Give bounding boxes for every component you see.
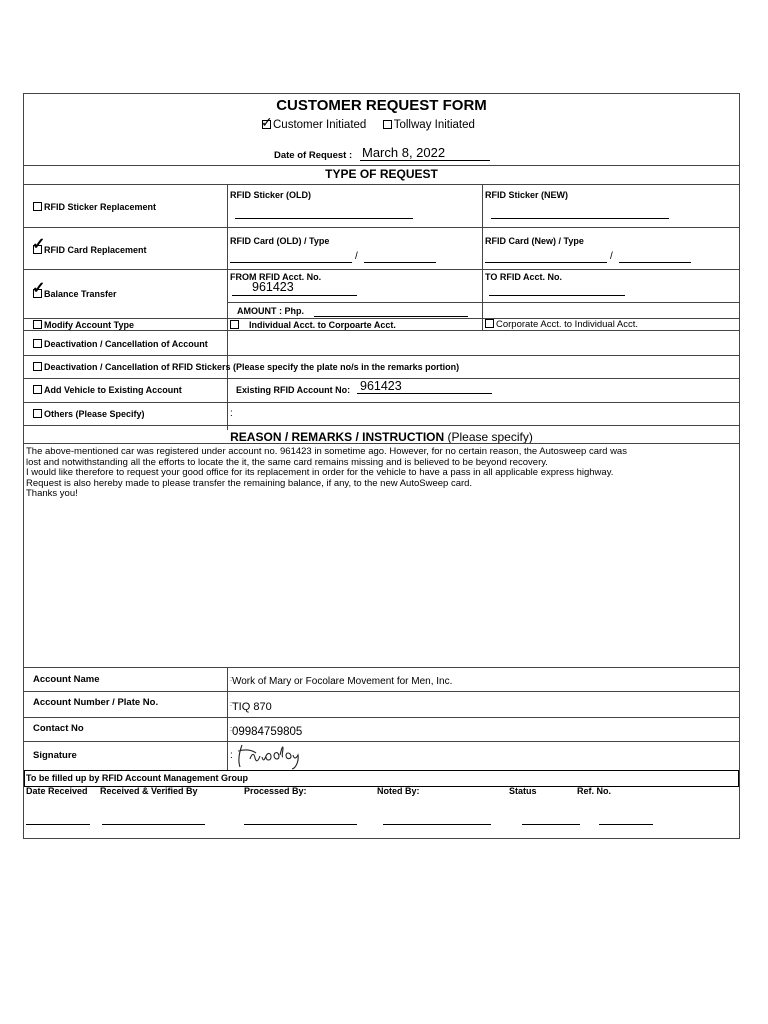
remarks-line: I would like therefore to request your good office for its replacement in order for the vehicle to have a pass in all applicable express highway. bbox=[26, 467, 614, 478]
others-value[interactable]: : bbox=[230, 408, 233, 419]
remarks-text[interactable] bbox=[26, 447, 738, 500]
card-old-number-field[interactable] bbox=[230, 262, 352, 263]
signature-colon: : bbox=[230, 750, 233, 761]
date-received-field[interactable] bbox=[26, 824, 90, 825]
existing-account-label: Existing RFID Account No: bbox=[236, 385, 351, 395]
corporate-to-individual-checkbox[interactable] bbox=[485, 319, 494, 328]
processed-by-field[interactable] bbox=[244, 824, 357, 825]
remarks-line: Request is also hereby made to please transfer the remaining balance, if any, to the new AutoSweep card. bbox=[26, 477, 473, 489]
ref-no-field[interactable] bbox=[599, 824, 653, 825]
colon: : bbox=[230, 676, 232, 683]
processed-by-label: Processed By: bbox=[244, 786, 307, 796]
sticker-old-field[interactable] bbox=[235, 218, 413, 219]
contact-label: Contact No bbox=[33, 723, 84, 734]
card-new-separator: / bbox=[610, 251, 613, 262]
to-acct-field[interactable] bbox=[489, 295, 625, 296]
card-replacement-label: RFID Card Replacement bbox=[44, 245, 147, 255]
check-icon: ✓ bbox=[261, 114, 273, 130]
deactivation-account-checkbox[interactable] bbox=[33, 339, 42, 348]
card-replacement-checkbox[interactable] bbox=[32, 236, 46, 254]
account-name-label: Account Name bbox=[33, 674, 100, 685]
ref-no-label: Ref. No. bbox=[577, 786, 612, 796]
date-value[interactable]: March 8, 2022 bbox=[362, 145, 446, 160]
card-replacement[interactable] bbox=[32, 236, 147, 255]
to-acct-label: TO RFID Acct. No. bbox=[485, 272, 563, 282]
modify-account-type[interactable] bbox=[33, 320, 134, 330]
account-name-text: Work of Mary or Focolare Movement for Men, Inc. bbox=[231, 676, 453, 687]
signature-label: Signature bbox=[33, 750, 77, 761]
account-number-value[interactable] bbox=[230, 701, 272, 713]
deactivation-account-label: Deactivation / Cancellation of Account bbox=[44, 339, 208, 349]
remarks-line: lost and notwithstanding all the efforts to locate the it, the same card remains missing and is believed to be beyond recovery. bbox=[26, 456, 548, 468]
card-old-type-field[interactable] bbox=[364, 262, 436, 263]
signature-image bbox=[236, 741, 326, 771]
check-icon: ✓ bbox=[32, 280, 46, 297]
card-new-type-field[interactable] bbox=[619, 262, 691, 263]
existing-account-value[interactable]: 961423 bbox=[360, 379, 402, 393]
sticker-new-label: RFID Sticker (NEW) bbox=[485, 190, 569, 200]
type-section-heading: TYPE OF REQUEST bbox=[325, 167, 438, 181]
received-verified-field[interactable] bbox=[102, 824, 205, 825]
others[interactable] bbox=[33, 409, 145, 419]
remarks-heading-suffix: (Please specify) bbox=[444, 430, 533, 444]
sticker-old-label: RFID Sticker (OLD) bbox=[230, 190, 312, 200]
amount-field[interactable] bbox=[314, 316, 468, 317]
card-new-label: RFID Card (New) / Type bbox=[485, 236, 584, 246]
add-vehicle-label: Add Vehicle to Existing Account bbox=[44, 385, 182, 395]
noted-by-label: Noted By: bbox=[377, 786, 420, 796]
sticker-replacement-label: RFID Sticker Replacement bbox=[44, 202, 157, 212]
received-verified-label: Received & Verified By bbox=[100, 786, 198, 796]
from-acct-value[interactable]: 961423 bbox=[252, 280, 294, 294]
tollway-initiated-label: Tollway Initiated bbox=[393, 119, 475, 131]
customer-request-form bbox=[23, 93, 740, 839]
from-acct-underline bbox=[232, 295, 357, 296]
status-label: Status bbox=[509, 786, 537, 796]
colon: : bbox=[230, 726, 232, 733]
account-name-value[interactable] bbox=[230, 676, 452, 687]
deactivation-stickers[interactable] bbox=[33, 362, 459, 372]
date-underline bbox=[360, 160, 490, 161]
remarks-heading-text: REASON / REMARKS / INSTRUCTION bbox=[230, 430, 445, 444]
status-field[interactable] bbox=[522, 824, 580, 825]
noted-by-field[interactable] bbox=[383, 824, 491, 825]
contact-text: 09984759805 bbox=[231, 726, 303, 738]
date-received-label: Date Received bbox=[26, 786, 88, 796]
from-acct-label: FROM RFID Acct. No. bbox=[230, 272, 322, 282]
card-new-number-field[interactable] bbox=[485, 262, 607, 263]
existing-account-underline bbox=[357, 393, 492, 394]
initiated-options bbox=[261, 114, 475, 131]
individual-to-corporate-label: Individual Acct. to Corpoarte Acct. bbox=[249, 320, 396, 330]
sticker-replacement-checkbox[interactable] bbox=[33, 202, 42, 211]
add-vehicle[interactable] bbox=[33, 385, 182, 395]
others-label: Others (Please Specify) bbox=[44, 409, 145, 419]
date-label: Date of Request : bbox=[274, 150, 353, 161]
office-use-heading: To be filled up by RFID Account Management Group bbox=[26, 773, 249, 783]
colon: : bbox=[230, 701, 232, 708]
balance-transfer-checkbox[interactable] bbox=[32, 280, 46, 298]
balance-transfer-label: Balance Transfer bbox=[44, 289, 117, 299]
modify-option-corporate[interactable] bbox=[485, 319, 638, 330]
customer-initiated-checkbox[interactable] bbox=[261, 114, 273, 130]
modify-account-checkbox[interactable] bbox=[33, 320, 42, 329]
form-title: CUSTOMER REQUEST FORM bbox=[276, 97, 487, 114]
contact-value[interactable] bbox=[230, 726, 302, 738]
deactivation-account[interactable] bbox=[33, 339, 208, 349]
others-checkbox[interactable] bbox=[33, 409, 42, 418]
sticker-replacement[interactable] bbox=[33, 202, 156, 212]
account-number-text: TIQ 870 bbox=[231, 701, 272, 713]
remarks-line: The above-mentioned car was registered under account no. 961423 in sometime ago. However, for no certain reason, the Autosweep card was bbox=[26, 446, 627, 457]
customer-initiated-label: Customer Initiated bbox=[273, 119, 367, 131]
amount-label: AMOUNT : Php. bbox=[237, 306, 304, 316]
deactivation-stickers-label: Deactivation / Cancellation of RFID Stickers (Please specify the plate no/s in the remarks portion) bbox=[44, 362, 460, 372]
account-number-label: Account Number / Plate No. bbox=[33, 697, 159, 708]
corporate-to-individual-label: Corporate Acct. to Individual Acct. bbox=[496, 319, 639, 330]
tollway-initiated-checkbox[interactable] bbox=[383, 120, 392, 129]
add-vehicle-checkbox[interactable] bbox=[33, 385, 42, 394]
balance-transfer[interactable] bbox=[32, 280, 117, 299]
check-icon: ✓ bbox=[32, 236, 46, 253]
modify-option-individual[interactable] bbox=[230, 320, 396, 330]
sticker-new-field[interactable] bbox=[491, 218, 669, 219]
deactivation-stickers-checkbox[interactable] bbox=[33, 362, 42, 371]
remarks-line: Thanks you! bbox=[26, 488, 78, 499]
modify-account-label: Modify Account Type bbox=[44, 320, 134, 330]
card-old-label: RFID Card (OLD) / Type bbox=[230, 236, 330, 246]
individual-to-corporate-checkbox[interactable] bbox=[230, 320, 239, 329]
card-old-separator: / bbox=[355, 251, 358, 262]
